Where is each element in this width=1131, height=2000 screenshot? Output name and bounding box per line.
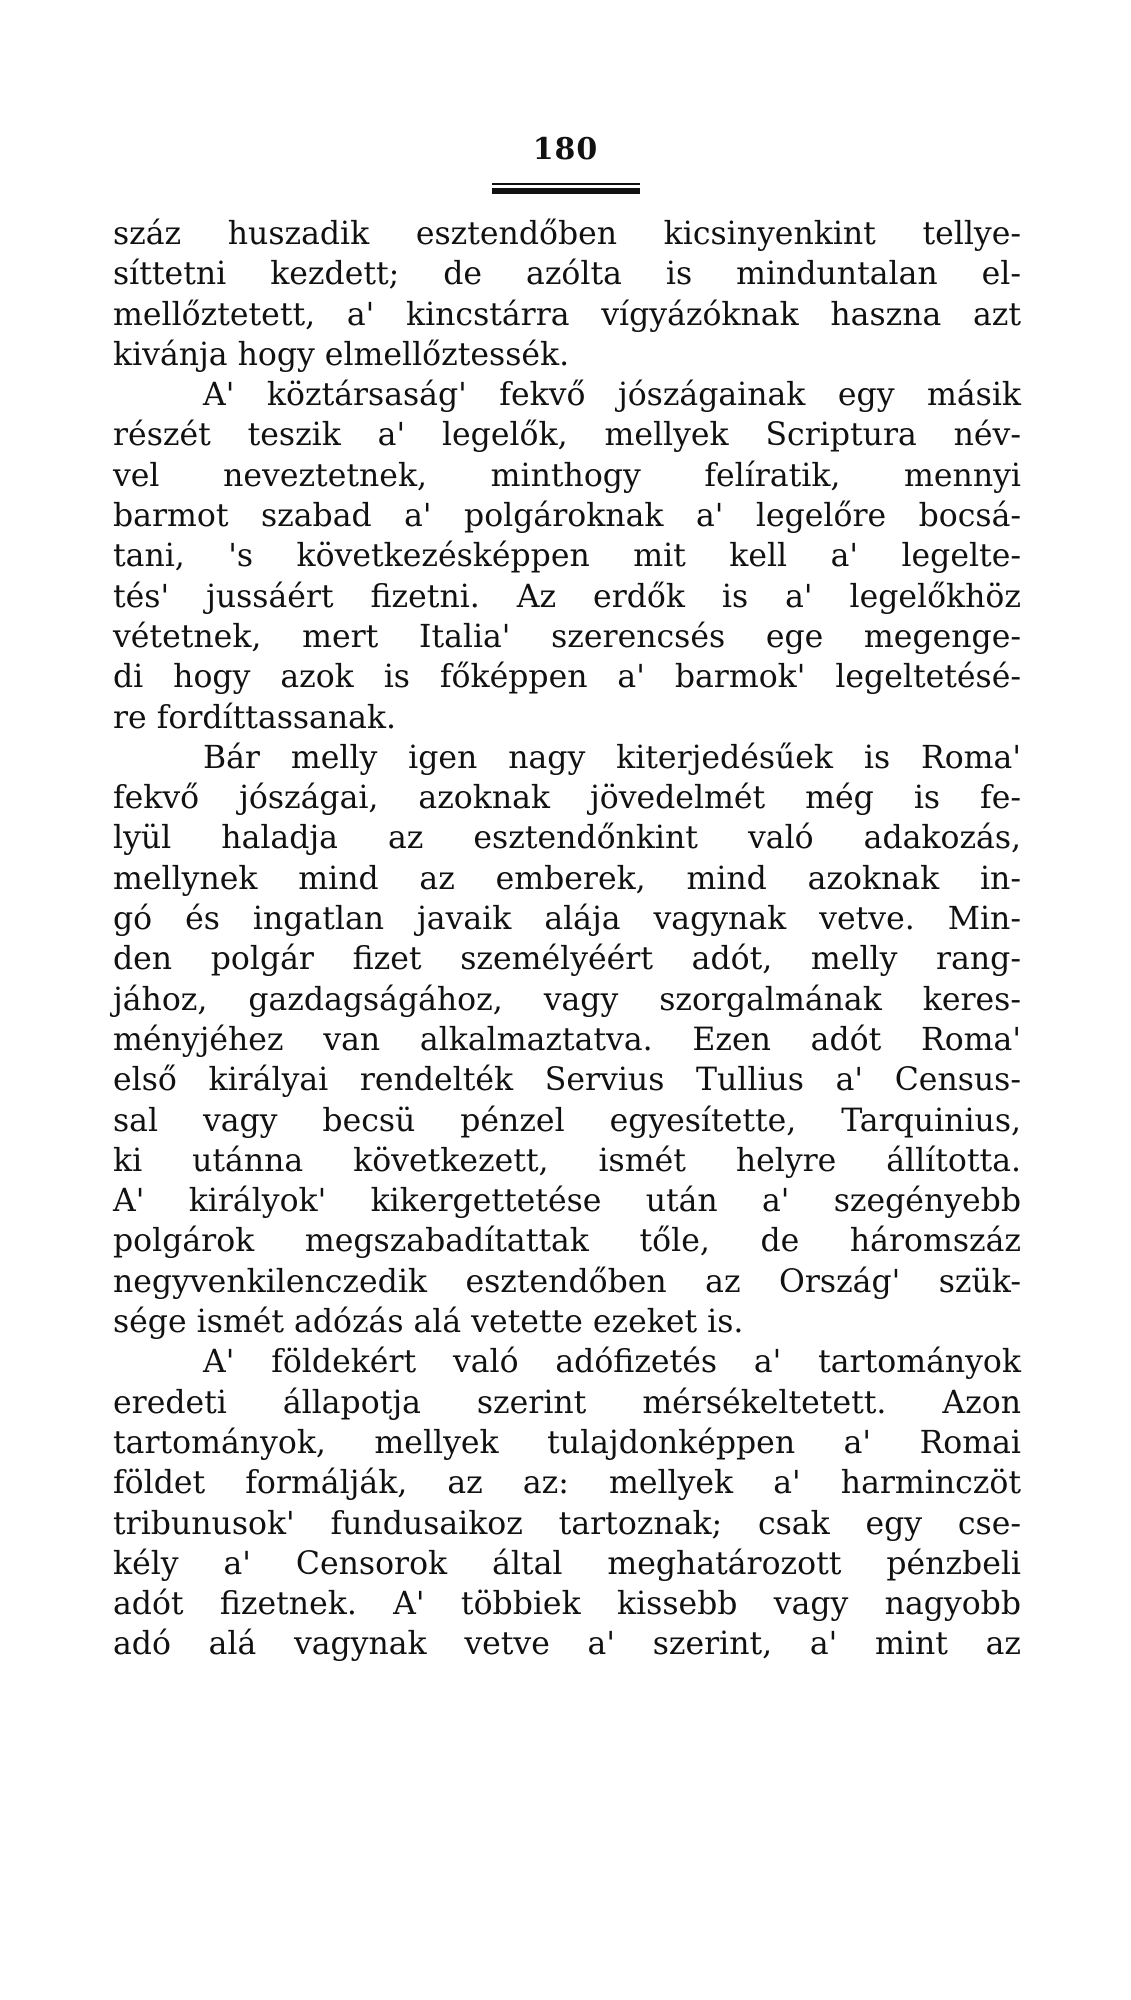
text-line: vel neveztetnek, minthogy felíratik, mennyi [113, 457, 1021, 494]
text-line: adó alá vagynak vetve a' szerint, a' mint az [113, 1626, 1021, 1663]
text-line: tés' jussáért fizetni. Az erdők is a' legelőkhöz [113, 578, 1021, 615]
page-number: 180 [532, 132, 599, 167]
text-line: Bár melly igen nagy kiterjedésűek is Roma' [203, 739, 1021, 776]
text-line: A' köztársaság' fekvő jószágainak egy másik [203, 377, 1021, 414]
paragraph [113, 375, 1021, 738]
text-line: polgárok megszabadítattak tőle, de háromszáz [113, 1223, 1021, 1260]
paragraph [113, 738, 1021, 1342]
text-line: száz huszadik esztendőben kicsinyenkint tellye- [113, 216, 1021, 252]
header-rule-thick [492, 188, 640, 194]
text-line: negyvenkilenczedik esztendőben az Ország' szük- [113, 1263, 1021, 1300]
text-line: ményjéhez van alkalmaztatva. Ezen adót Roma' [113, 1021, 1021, 1058]
text-line: kély a' Censorok által meghatározott pénzbeli [113, 1545, 1021, 1582]
text-line: tani, 's következésképpen mit kell a' legelte- [113, 538, 1021, 575]
text-line: eredeti állapotja szerint mérsékeltetett. Azon [113, 1384, 1021, 1421]
text-line: lyül haladja az esztendőnkint való adakozás, [113, 820, 1021, 857]
text-line: mellőztetett, a' kincstárra vígyázóknak haszna azt [113, 296, 1021, 333]
body-text [113, 214, 1021, 1665]
text-line: kivánja hogy elmellőztessék. [113, 336, 570, 373]
text-line: sal vagy becsü pénzel egyesítette, Tarquinius, [113, 1102, 1021, 1139]
text-line: jához, gazdagságához, vagy szorgalmának keres- [113, 981, 1021, 1018]
text-line: tribunusok' fundusaikoz tartoznak; csak egy cse- [113, 1505, 1021, 1542]
text-line: di hogy azok is főképpen a' barmok' legeltetésé- [113, 659, 1021, 696]
header-rule-thin [492, 183, 640, 185]
text-line: síttetni kezdett; de azólta is minduntalan el- [113, 256, 1021, 293]
text-line: tartományok, mellyek tulajdonképpen a' Romai [113, 1424, 1021, 1461]
text-line: gó és ingatlan javaik alája vagynak vetve. Min- [113, 901, 1021, 938]
text-line: részét teszik a' legelők, mellyek Scriptura név- [113, 417, 1021, 454]
text-line: ki utánna következett, ismét helyre állította. [113, 1142, 1021, 1179]
paragraph [113, 1342, 1021, 1664]
paragraph [113, 214, 1021, 375]
text-line: den polgár fizet személyéért adót, melly rang- [113, 941, 1021, 978]
text-line: sége ismét adózás alá vetette ezeket is. [113, 1304, 744, 1341]
text-line: adót fizetnek. A' többiek kissebb vagy nagyobb [113, 1586, 1021, 1623]
text-line: mellynek mind az emberek, mind azoknak in- [113, 860, 1021, 897]
text-line: vétetnek, mert Italia' szerencsés ege megenge- [113, 618, 1021, 655]
text-line: földet formálják, az az: mellyek a' harminczöt [113, 1465, 1021, 1502]
text-line: A' királyok' kikergettetése után a' szegényebb [113, 1183, 1021, 1220]
text-line: re fordíttassanak. [113, 699, 397, 736]
text-line: A' földekért való adófizetés a' tartományok [203, 1344, 1021, 1381]
text-line: fekvő jószágai, azoknak jövedelmét még is fe- [113, 780, 1021, 817]
text-line: barmot szabad a' polgároknak a' legelőre bocsá- [113, 498, 1021, 535]
text-line: első királyai rendelték Servius Tullius a' Census- [113, 1062, 1021, 1099]
header-rule [492, 183, 640, 194]
